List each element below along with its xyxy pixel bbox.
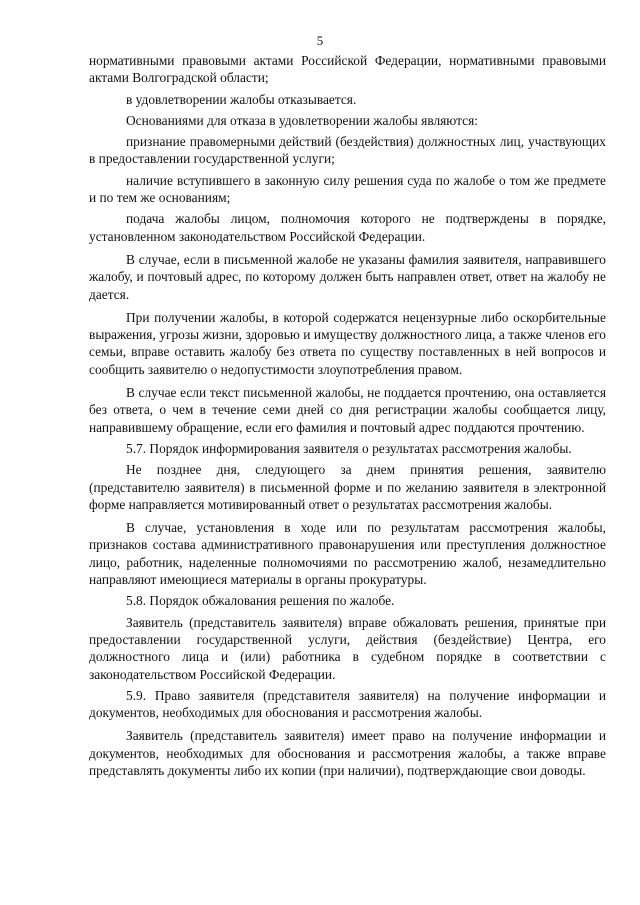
paragraph-reasoned-response: Не позднее дня, следующего за днем принятия решения, заявителю (представителю заявителя) в письменной форме и по желанию заявителя в электронной форме направляется мотивированный ответ о результатах рассмотрения жалобы.	[89, 462, 606, 512]
paragraph-right-to-information: Заявитель (представитель заявителя) имеет право на получение информации и документов, необходимых для обоснования и рассмотрения жалобы, а также вправе представлять документы либо их копии (при наличии), подтверждающие свои доводы.	[89, 728, 606, 778]
paragraph-offensive-content: При получении жалобы, в которой содержатся нецензурные либо оскорбительные выражения, угрозы жизни, здоровью и имуществу должностного лица, а также членов его семьи, вправе оставить жалобу без ответа по существу поставленных в ней вопросов и сообщить заявителю о недопустимости злоупотребления правом.	[89, 309, 606, 377]
paragraph-refusal-ground-lawful-actions: признание правомерными действий (бездействия) должностных лиц, участвующих в предоставлении государственной услуги;	[89, 134, 606, 167]
paragraph-violation-referral: В случае, установления в ходе или по результатам рассмотрения жалобы, признаков состава административного правонарушения или преступления должностное лицо, работник, наделенные полномочиями по рассмотрению жалоб, незамедлительно направляют имеющиеся материалы в органы прокуратуры.	[89, 520, 606, 588]
page-number: 5	[316, 33, 324, 48]
paragraph-no-name-or-address: В случае, если в письменной жалобе не указаны фамилия заявителя, направившего жалобу, и почтовый адрес, по которому должен быть направлен ответ, ответ на жалобу не дается.	[89, 251, 606, 302]
section-5-8-heading: 5.8. Порядок обжалования решения по жалобе.	[126, 593, 395, 609]
paragraph-refusal-ground-court-decision: наличие вступившего в законную силу решения суда по жалобе о том же предмете и по тем же основаниям;	[89, 172, 606, 206]
paragraph-refusal-grounds-heading: Основаниями для отказа в удовлетворении жалобы являются:	[126, 112, 478, 128]
paragraph-judicial-appeal: Заявитель (представитель заявителя) вправе обжаловать решения, принятые при предоставлении государственной услуги, действия (бездействие) Центра, его должностного лица и (или) работника в судебном порядке в соответствии с законодательством Российской Федерации.	[89, 614, 606, 682]
paragraph-continuation: нормативными правовыми актами Российской Федерации, нормативными правовыми актами Волгоградской области;	[89, 53, 606, 86]
document-body	[89, 52, 606, 779]
paragraph-unreadable-text: В случае если текст письменной жалобы, не поддается прочтению, она оставляется без ответа, о чем в течение семи дней со дня регистрации жалобы сообщается лицу, направившему обращение, если его фамилия и почтовый адрес поддаются прочтению.	[89, 385, 606, 435]
section-5-9-heading: 5.9. Право заявителя (представителя заявителя) на получение информации и документов, необходимых для обоснования и рассмотрения жалобы.	[89, 687, 606, 721]
paragraph-refusal: в удовлетворении жалобы отказывается.	[126, 91, 357, 107]
paragraph-refusal-ground-authority: подача жалобы лицом, полномочия которого не подтверждены в порядке, установленном законодательством Российской Федерации.	[89, 211, 606, 244]
section-5-7-heading: 5.7. Порядок информирования заявителя о результатах рассмотрения жалобы.	[126, 440, 572, 456]
